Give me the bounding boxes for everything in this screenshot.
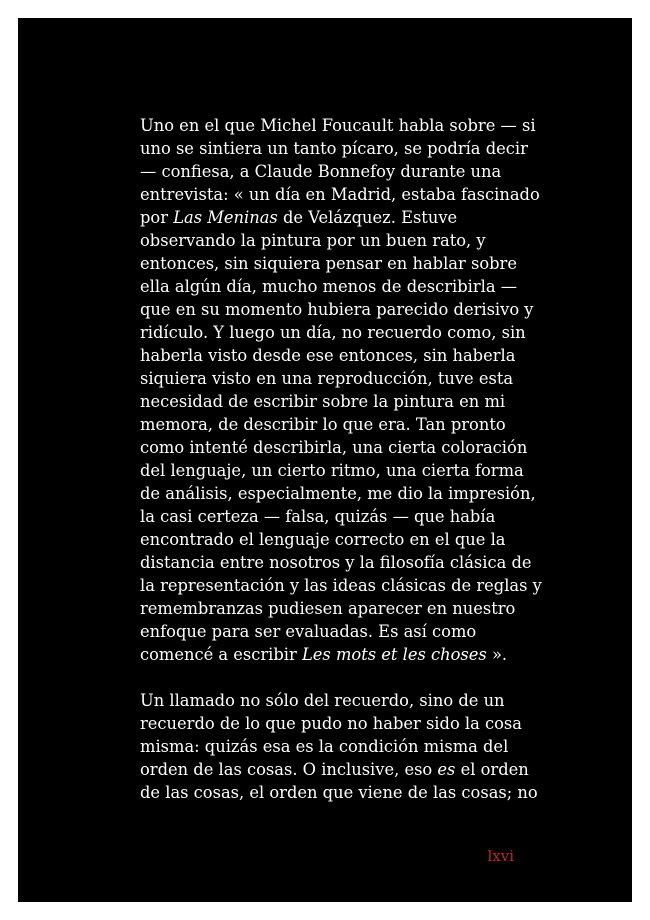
text-line: la casi certeza — falsa, quizás — que había — [140, 507, 496, 526]
text-line: — confiesa, a Claude Bonnefoy durante una — [140, 162, 502, 181]
text-line: enfoque para ser evaluadas. Es así como — [140, 622, 477, 641]
text-line: ella algún día, mucho menos de describirla — — [140, 277, 518, 296]
text-line: orden de las cosas. O inclusive, eso es el orden — [140, 760, 529, 779]
text-line: misma: quizás esa es la condición misma del — [140, 737, 509, 756]
paragraph-1 — [140, 114, 542, 666]
italic-title: Les mots et les choses — [301, 645, 487, 664]
text-line: memora, de describir lo que era. Tan pronto — [140, 415, 506, 434]
text-line: de las cosas, el orden que viene de las cosas; no — [140, 783, 538, 802]
text-line: comencé a escribir Les mots et les choses ». — [140, 645, 508, 664]
paragraph-2 — [140, 689, 538, 804]
text-line: por Las Meninas de Velázquez. Estuve — [140, 208, 458, 227]
text-line: entrevista: « un día en Madrid, estaba fascinado — [140, 185, 540, 204]
text-line: la representación y las ideas clásicas de reglas y — [140, 576, 542, 595]
page-number: lxvi — [487, 847, 514, 865]
paragraph-gap — [140, 666, 520, 689]
text-line: como intenté describirla, una cierta coloración — [140, 438, 528, 457]
text-line: entonces, sin siquiera pensar en hablar sobre — [140, 254, 517, 273]
text-line: necesidad de escribir sobre la pintura en mi — [140, 392, 506, 411]
text-line: ridículo. Y luego un día, no recuerdo como, sin — [140, 323, 526, 342]
text-line: encontrado el lenguaje correcto en el que la — [140, 530, 506, 549]
italic-title: Las Meninas — [173, 208, 278, 227]
text-line: que en su momento hubiera parecido derisivo y — [140, 300, 534, 319]
text-line: Un llamado no sólo del recuerdo, sino de un — [140, 691, 505, 710]
book-page — [18, 18, 632, 902]
text-line: del lenguaje, un cierto ritmo, una cierta forma — [140, 461, 524, 480]
text-line: remembranzas pudiesen aparecer en nuestro — [140, 599, 516, 618]
italic-emphasis: es — [437, 760, 456, 779]
text-line: haberla visto desde ese entonces, sin haberla — [140, 346, 516, 365]
text-line: de análisis, especialmente, me dio la impresión, — [140, 484, 536, 503]
text-line: siquiera visto en una reproducción, tuve esta — [140, 369, 514, 388]
text-line: recuerdo de lo que pudo no haber sido la cosa — [140, 714, 522, 733]
text-line: observando la pintura por un buen rato, y — [140, 231, 486, 250]
text-line: uno se sintiera un tanto pícaro, se podría decir — [140, 139, 528, 158]
text-line: distancia entre nosotros y la filosofía clásica de — [140, 553, 532, 572]
body-text — [140, 114, 542, 804]
text-line: Uno en el que Michel Foucault habla sobre — si — [140, 116, 536, 135]
